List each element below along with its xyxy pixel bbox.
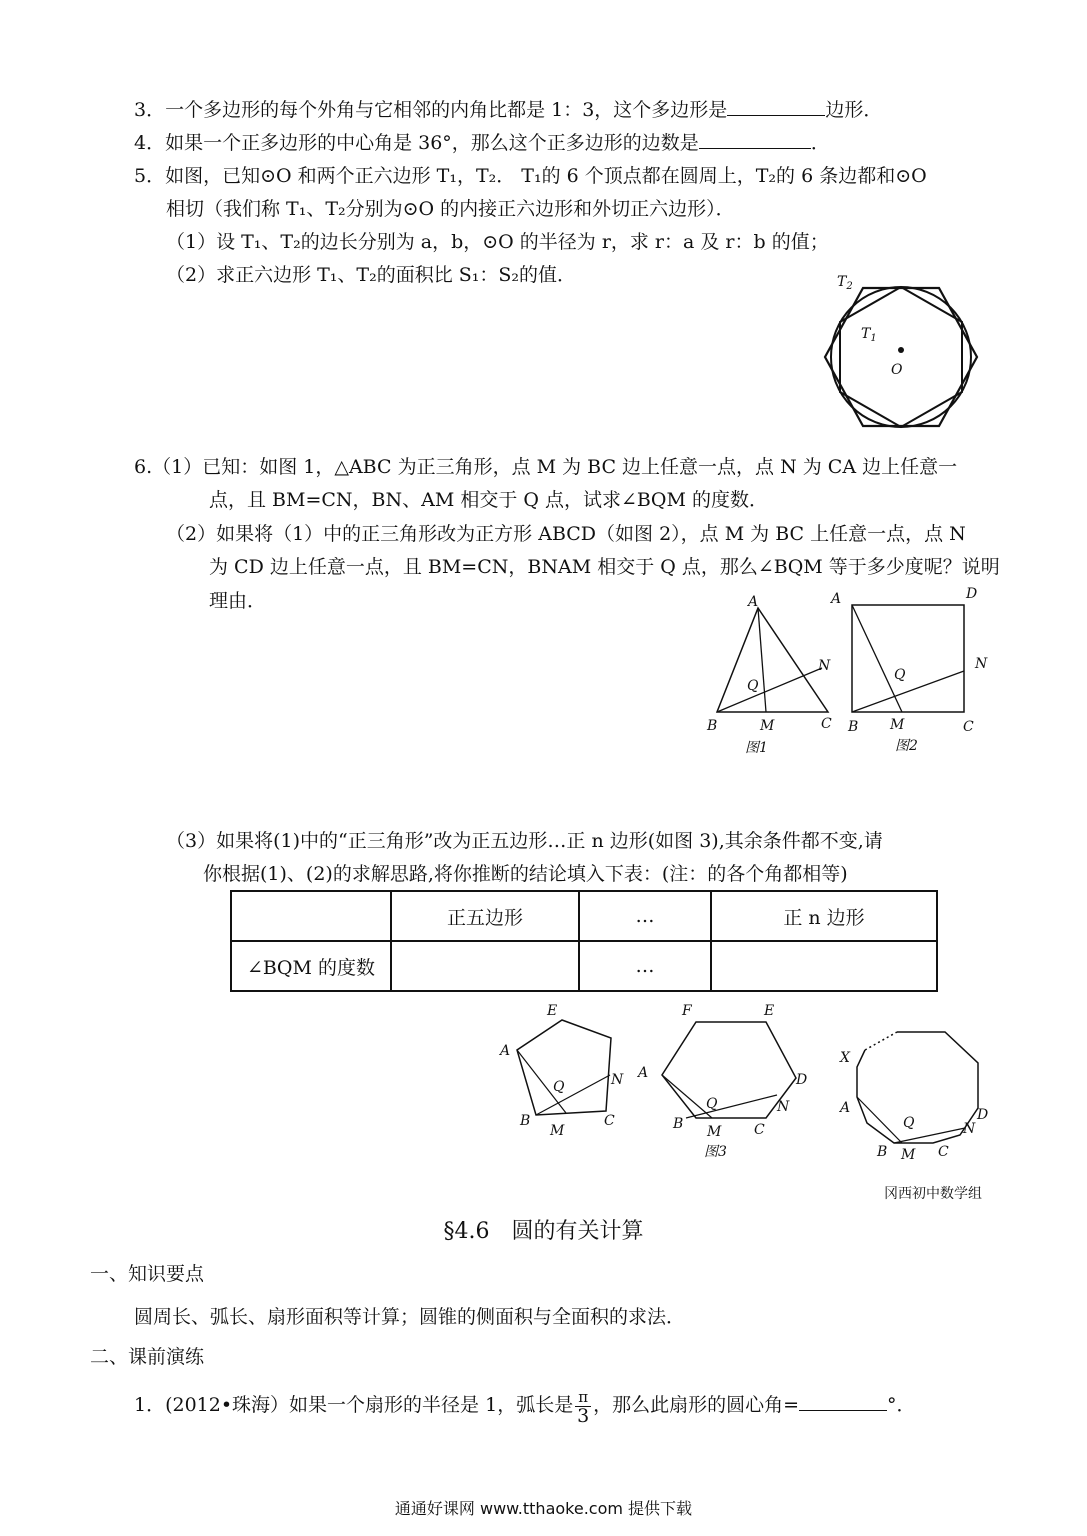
outer-hexagon-t2 <box>825 288 977 426</box>
ngon-label-n: N <box>963 1121 976 1137</box>
q3-answer-blank[interactable] <box>727 97 825 116</box>
ngon-label-b: B <box>877 1144 888 1160</box>
q6-p1-line2: 点，且 BM=CN，BN、AM 相交于 Q 点，试求∠BQM 的度数． <box>209 489 768 511</box>
fig1-label-n: N <box>818 658 831 674</box>
q4-answer-blank[interactable] <box>699 130 811 149</box>
q6-p2-line2: 为 CD 边上任意一点，且 BM=CN，BNAM 相交于 Q 点，那么∠BQM 等于多少度呢？说明 <box>209 556 1000 578</box>
q5-line2: 相切（我们称 T₁、T₂分别为⊙O 的内接正六边形和外切正六边形）． <box>166 198 735 220</box>
fraction-numerator: π <box>575 1388 591 1407</box>
hex-segment-bn <box>686 1095 777 1118</box>
question-3 <box>134 97 882 122</box>
fig1-label-c: C <box>821 716 832 732</box>
hex-label-m: M <box>707 1124 722 1140</box>
pent-label-q: Q <box>553 1079 565 1095</box>
ngon-label-c: C <box>938 1144 949 1160</box>
fig2-label-m: M <box>890 717 905 733</box>
pent-label-c: C <box>604 1113 615 1129</box>
table-answer-cell[interactable] <box>711 941 937 991</box>
table-cell: … <box>579 941 711 991</box>
q5-part1: （1）设 T₁、T₂的边长分别为 a，b，⊙O 的半径为 r，求 r：a 及 r：b 的值； <box>166 231 829 253</box>
fig2-caption: 图2 <box>895 738 918 754</box>
segment-bn <box>852 671 964 712</box>
table-header-cell: 正 n 边形 <box>711 891 937 941</box>
q1-mid: ，那么此扇形的圆心角= <box>593 1394 799 1416</box>
table-header-cell: 正五边形 <box>391 891 579 941</box>
table-row-label: ∠BQM 的度数 <box>231 941 391 991</box>
pent-label-e: E <box>547 1003 558 1019</box>
q5-part2: （2）求正六边形 T₁、T₂的面积比 S₁：S₂的值． <box>166 264 577 286</box>
center-point <box>898 347 904 353</box>
hex-label-d: D <box>796 1072 808 1088</box>
ngon-label-q: Q <box>903 1115 915 1131</box>
hexagon <box>662 1022 796 1118</box>
answer-table <box>230 890 938 992</box>
page-footer: 通通好课网 www.tthaoke.com 提供下载 <box>394 1499 693 1518</box>
triangle-abc <box>717 608 828 712</box>
table-header-cell: … <box>579 891 711 941</box>
section-q1 <box>134 1380 916 1430</box>
table-header-row <box>231 891 937 941</box>
fig1-label-b: B <box>707 718 718 734</box>
ngon-label-m: M <box>901 1147 916 1163</box>
fig1-label-q: Q <box>747 678 759 694</box>
q1-suffix: °． <box>886 1394 916 1416</box>
hex-label-a: A <box>638 1065 649 1081</box>
label-o: O <box>891 362 903 378</box>
hexagon-circle-figure <box>815 270 990 435</box>
table-answer-cell[interactable] <box>391 941 579 991</box>
label-t1: $T_1$ <box>861 326 877 344</box>
q6-p2-line3: 理由． <box>209 590 267 612</box>
ngon-dotted-edge <box>865 1032 897 1050</box>
fraction-pi-over-3 <box>575 1388 591 1425</box>
ngon-segment-am <box>857 1097 902 1143</box>
hex-label-f: F <box>682 1003 692 1019</box>
table-header-cell <box>231 891 391 941</box>
ngon-outline <box>857 1032 978 1143</box>
fig2-label-c: C <box>963 719 974 735</box>
question-4 <box>134 130 830 155</box>
fig2-label-b: B <box>848 719 859 735</box>
fig2-label-a: A <box>831 591 842 607</box>
fig1-label-a: A <box>748 594 759 610</box>
figure-1-triangle <box>700 590 850 760</box>
fig2-label-q: Q <box>894 667 906 683</box>
section-heading-1: 一、知识要点 <box>90 1263 205 1285</box>
fig1-caption: 图1 <box>745 740 768 756</box>
section-heading-2: 二、课前演练 <box>90 1346 205 1368</box>
q1-answer-blank[interactable] <box>799 1392 887 1411</box>
pent-label-n: N <box>611 1072 624 1088</box>
fraction-denominator: 3 <box>577 1404 590 1427</box>
square-abcd <box>852 605 964 712</box>
figure-3-polygons <box>490 995 1010 1170</box>
pent-label-a: A <box>500 1043 511 1059</box>
fig2-label-d: D <box>966 586 978 602</box>
hex-label-q: Q <box>706 1096 718 1112</box>
hex-label-n: N <box>777 1099 790 1115</box>
q6-p3-line2: 你根据(1)、(2)的求解思路,将你推断的结论填入下表：(注：的各个角都相等) <box>203 863 848 885</box>
section-content: 圆周长、弧长、扇形面积等计算；圆锥的侧面积与全面积的求法． <box>134 1306 686 1328</box>
hex-label-c: C <box>754 1122 765 1138</box>
hex-label-b: B <box>673 1116 684 1132</box>
label-t2: $T_2$ <box>837 274 853 292</box>
q6-p3-line1: （3）如果将(1)中的“正三角形”改为正五边形…正 n 边形(如图 3),其余条件都不变,请 <box>166 830 883 852</box>
fig2-label-n: N <box>975 656 988 672</box>
section-title: §4.6 圆的有关计算 <box>443 1219 644 1244</box>
q4-text: 4．如果一个正多边形的中心角是 36°，那么这个正多边形的边数是 <box>134 132 699 154</box>
hex-segment-am <box>662 1075 712 1118</box>
fig1-label-m: M <box>760 718 775 734</box>
ngon-label-d: D <box>977 1107 989 1123</box>
fig3-caption: 图3 <box>704 1144 727 1160</box>
segment-am <box>758 608 766 712</box>
circle-o <box>831 287 971 427</box>
pent-segment-bn <box>536 1075 610 1115</box>
q3-text: 3．一个多边形的每个外角与它相邻的内角比都是 1：3，这个多边形是 <box>134 99 728 121</box>
pent-label-b: B <box>520 1113 531 1129</box>
q5-line1: 5．如图，已知⊙O 和两个正六边形 T₁，T₂． T₁的 6 个顶点都在圆周上，T₂的 6 条边都和⊙O <box>134 165 927 187</box>
q3-suffix: 边形． <box>825 99 883 121</box>
inner-hexagon-t1 <box>840 287 962 427</box>
ngon-label-x: X <box>840 1050 850 1066</box>
author-note: 冈西初中数学组 <box>884 1186 982 1202</box>
q1-prefix: 1．(2012•珠海）如果一个扇形的半径是 1，弧长是 <box>134 1394 574 1416</box>
table-row <box>231 941 937 991</box>
segment-bn <box>717 668 822 712</box>
pent-label-m: M <box>550 1123 565 1139</box>
q4-suffix: ． <box>810 132 830 154</box>
ngon-label-a: A <box>840 1100 851 1116</box>
figure-2-square <box>831 585 995 760</box>
q6-p2-line1: （2）如果将（1）中的正三角形改为正方形 ABCD（如图 2），点 M 为 BC 上任意一点，点 N <box>166 523 966 545</box>
q6-p1-line1: 6.（1）已知：如图 1，△ABC 为正三角形，点 M 为 BC 边上任意一点，点 N 为 CA 边上任意一 <box>134 456 958 478</box>
hex-label-e: E <box>764 1003 775 1019</box>
